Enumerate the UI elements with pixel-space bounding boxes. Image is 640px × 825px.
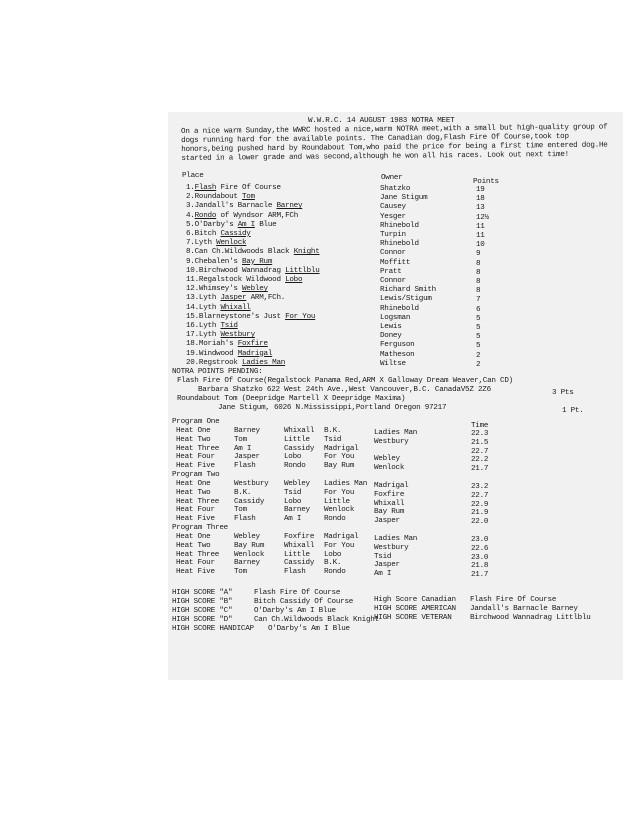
high-score-dog: Flash Fire Of Course [254, 589, 341, 597]
heat-dog: Jasper [374, 517, 400, 526]
heat-time: 21.8 [471, 562, 489, 571]
owner-cell: Matheson [380, 350, 415, 359]
points-cell: 5 [476, 324, 481, 332]
standings-row [186, 359, 285, 368]
dog-call-name: Lobo [285, 276, 303, 284]
heat-label: Heat Three [176, 550, 220, 559]
heat-time: 22.0 [471, 518, 489, 527]
heat-dog: Westbury [374, 543, 409, 552]
high-score-label: HIGH SCORE VETERAN [374, 614, 452, 622]
dog-name-prefix: 11.Regalstock Wildwood [186, 276, 286, 284]
points-cell: 9 [476, 250, 481, 259]
heat-dog: For You [324, 488, 355, 497]
dog-name-prefix: 15.Blarneystone's Just [186, 312, 286, 321]
points-cell: 8 [476, 268, 481, 277]
points-cell: 8 [476, 278, 481, 286]
points-cell: 12½ [476, 213, 489, 222]
heat-dog: Whixall [374, 499, 405, 508]
owner-cell: Lewis [380, 323, 402, 331]
heat-dog: Jasper [374, 561, 400, 570]
dog-call-name: Webley [242, 285, 268, 294]
points-cell: 5 [476, 333, 481, 342]
standings-row [186, 294, 285, 303]
heat-dog: Little [284, 435, 310, 444]
standings-row [186, 313, 315, 322]
heat-time: 22.7 [471, 447, 489, 456]
high-score-dog: Birchwood Wannadrag Littlblu [470, 614, 591, 622]
dog-name-suffix: Fire Of Course [216, 184, 281, 192]
points-cell: 18 [476, 195, 485, 204]
owner-cell: Jane Stigum [380, 194, 428, 203]
heat-dog: Westbury [374, 437, 409, 446]
heat-dog: Flash [234, 515, 256, 524]
high-score-label: HIGH SCORE "D" [172, 616, 233, 624]
heat-dog: Foxfire [374, 490, 405, 499]
standings-row [186, 193, 255, 202]
heat-dog: Jasper [234, 453, 260, 462]
heat-dog: Rondo [284, 462, 306, 471]
pending-title: NOTRA POINTS PENDING: [172, 368, 263, 376]
pending-address: Barbara Shatzko 622 West 24th Ave.,West Vancouver,B.C. CanadaV5Z 2Z6 [198, 386, 491, 394]
heat-dog: Lobo [324, 550, 342, 559]
owner-cell: Logsman [380, 313, 411, 322]
heat-time: 21.7 [471, 465, 489, 474]
dog-name-prefix: 19.Windwood [186, 349, 238, 358]
high-score-dog: O'Darby's Am I Blue [268, 625, 350, 633]
pending-line: Flash Fire Of Course(Regalstock Panama Red,ARM X Galloway Dream Weaver,Can CD) [177, 377, 513, 385]
dog-call-name: Littlblu [285, 266, 320, 275]
heat-time: 22.3 [471, 430, 489, 438]
heat-dog: For You [324, 453, 355, 462]
dog-call-name: Knight [293, 248, 320, 257]
high-score-label: High Score Canadian [374, 596, 456, 604]
heat-dog: Lobo [284, 497, 302, 506]
heat-time: 22.2 [471, 456, 489, 465]
owner-cell: Rhinebold [380, 240, 419, 249]
points-cell: 8 [476, 259, 481, 268]
standings-row [186, 239, 246, 248]
points-cell: 2 [476, 360, 481, 369]
dog-name-prefix: 9.Chebalen's [186, 257, 242, 266]
heat-dog: Am I [234, 444, 252, 453]
heat-dog: Tsid [324, 435, 342, 444]
heat-dog: Barney [284, 506, 310, 515]
dog-name-prefix: 17.Lyth [186, 331, 221, 340]
standings-row [186, 202, 302, 211]
heat-label: Heat Two [176, 435, 211, 444]
heat-dog: Webley [234, 533, 260, 541]
heat-dog: Barney [234, 559, 260, 568]
heat-dog: Lobo [284, 453, 302, 462]
points-cell: 13 [476, 204, 485, 213]
dog-call-name: Jasper [220, 294, 247, 303]
standings-row [186, 304, 251, 313]
points-cell: 11 [476, 222, 485, 231]
page-title: W.W.R.C. 14 AUGUST 1983 NOTRA MEET [308, 117, 455, 125]
dog-name-suffix: ARM,FCh. [246, 294, 286, 303]
owner-header: Owner [381, 174, 403, 182]
heat-dog: Bay Rum [324, 462, 355, 471]
points-cell: 5 [476, 342, 481, 351]
heat-label: Heat Two [176, 541, 211, 550]
owner-cell: Moffitt [380, 258, 411, 267]
dog-call-name: Wenlock [216, 239, 247, 248]
owner-cell: Rhinebold [380, 221, 419, 230]
heat-dog: Madrigal [324, 444, 359, 453]
heat-dog: Wenlock [234, 550, 265, 559]
standings-row [186, 184, 281, 193]
heat-dog: Tom [234, 568, 247, 577]
heat-dog: Rondo [324, 515, 346, 524]
heat-label: Heat Four [176, 506, 215, 515]
heat-dog: Madrigal [324, 533, 359, 541]
owner-cell: Lewis/Stigum [380, 295, 432, 304]
heat-dog: Am I [284, 515, 302, 524]
points-cell: 7 [476, 296, 481, 305]
heat-dog: Webley [374, 455, 400, 464]
pending-line: Roundabout Tom (Deepridge Martell X Deepridge Maxima) [177, 395, 406, 403]
dog-call-name: Ladies Man [242, 358, 286, 367]
heat-dog: Rondo [324, 568, 346, 577]
owner-cell: Shatzko [380, 185, 411, 193]
heat-dog: Tom [234, 506, 247, 515]
standings-row [186, 331, 255, 340]
owner-cell: Wiltse [380, 359, 406, 368]
heat-dog: For You [324, 541, 355, 550]
standings-row [186, 221, 276, 230]
heat-dog: Flash [284, 568, 306, 577]
time-header: Time [471, 422, 489, 430]
heat-dog: Westbury [234, 480, 269, 488]
heat-dog: Tom [234, 435, 247, 444]
dog-name-prefix: 2.Roundabout [186, 193, 242, 202]
high-score-dog: Jandall's Barnacle Barney [470, 605, 578, 613]
points-cell: 5 [476, 314, 481, 323]
standings-row [186, 322, 238, 331]
heat-label: Heat One [176, 533, 211, 541]
standings-row [186, 258, 272, 267]
dog-call-name: Barney [276, 202, 303, 211]
dog-call-name: Westbury [220, 331, 255, 340]
heat-dog: Cassidy [284, 444, 315, 453]
dog-name-suffix: of Wyndsor ARM,FCh [216, 211, 299, 220]
owner-cell: Yesger [380, 212, 406, 221]
points-header: Points [473, 178, 499, 186]
heat-dog: B.K. [234, 488, 252, 497]
owner-cell: Causey [380, 203, 406, 212]
dog-name-prefix: 5.O'Darby's [186, 220, 238, 229]
heat-dog: Tsid [374, 552, 392, 561]
heat-dog: Barney [234, 427, 260, 435]
dog-name-prefix: 1. [186, 184, 195, 192]
program-title: Program Three [172, 524, 228, 532]
heat-dog: Whixall [284, 427, 315, 435]
place-header: Place [182, 172, 204, 180]
dog-call-name: Flash [194, 184, 217, 192]
high-score-label: HIGH SCORE "B" [172, 598, 233, 606]
high-score-label: HIGH SCORE HANDICAP [172, 625, 254, 633]
points-cell: 10 [476, 241, 485, 250]
heat-label: Heat Three [176, 497, 220, 506]
dog-name-prefix: 12.Whimsey's [186, 285, 242, 294]
document-page [168, 112, 623, 680]
dog-call-name: Am I [237, 220, 255, 229]
owner-cell: Connor [380, 249, 406, 258]
heat-dog: Am I [374, 570, 392, 579]
heat-dog: Wenlock [374, 464, 405, 473]
heat-label: Heat Five [176, 568, 215, 577]
dog-call-name: Rondo [194, 211, 217, 220]
owner-cell: Doney [380, 332, 402, 341]
dog-call-name: Bay Rum [242, 257, 273, 266]
heat-label: Heat Four [176, 453, 215, 462]
heat-time: 21.7 [471, 571, 489, 580]
heat-time: 21.5 [471, 438, 489, 447]
heat-dog: Ladies Man [324, 480, 368, 488]
heat-dog: Cassidy [284, 559, 315, 568]
heat-time: 23.2 [471, 483, 489, 491]
heat-dog: Little [284, 550, 310, 559]
heat-dog: Whixall [284, 541, 315, 550]
standings-row [186, 230, 251, 239]
owner-cell: Turpin [380, 231, 406, 239]
heat-label: Heat Four [176, 559, 215, 568]
points-cell: 19 [476, 186, 485, 194]
high-score-dog: Flash Fire Of Course [470, 596, 557, 604]
dog-name-prefix: 7.Lyth [186, 239, 217, 248]
dog-name-prefix: 10.Birchwood Wannadrag [186, 266, 286, 275]
dog-name-prefix: 14.Lyth [186, 303, 221, 312]
dog-name-suffix: Blue [254, 220, 277, 229]
heat-dog: Tsid [284, 488, 302, 497]
pending-address: Jane Stigum, 6026 N.Mississippi,Portland Oregon 97217 [218, 404, 447, 412]
heat-dog: Cassidy [234, 497, 265, 506]
dog-call-name: For You [285, 312, 316, 321]
dog-call-name: Whixall [220, 303, 251, 312]
owner-cell: Rhinebold [380, 304, 419, 313]
heat-label: Heat Two [176, 488, 211, 497]
standings-row [186, 340, 268, 349]
heat-dog: Ladies Man [374, 429, 418, 437]
heat-dog: Little [324, 497, 350, 506]
heat-time: 22.9 [471, 500, 489, 509]
heat-dog: Foxfire [284, 533, 315, 541]
high-score-label: HIGH SCORE "A" [172, 589, 233, 597]
dog-name-prefix: 3.Jandall's Barnacle [186, 202, 277, 211]
high-score-label: HIGH SCORE AMERICAN [374, 605, 456, 613]
heat-time: 21.9 [471, 509, 489, 518]
intro-paragraph: On a nice warm Sunday,the WWRC hosted a nice,warm NOTRA meet,with a small but high-quality group of dogs running hard for the available points. The Canadian dog,Flash Fire Of Course,took top honors,being pushed hard by Roundabout Tom,who paid the price for being a first time entered dog.He started in a lower grade and was second,although he won all his races. Look out next time! [181, 123, 608, 163]
heat-dog: Bay Rum [374, 508, 405, 517]
heat-time: 22.7 [471, 491, 489, 500]
heat-label: Heat Five [176, 515, 215, 524]
program-title: Program One [172, 418, 220, 426]
dog-call-name: Cassidy [220, 230, 251, 238]
dog-name-prefix: 18.Moriah's [186, 340, 238, 349]
standings-row [186, 285, 268, 294]
heat-dog: B.K. [324, 559, 342, 568]
heat-label: Heat One [176, 427, 211, 435]
dog-name-prefix: 8.Can Ch.Wildwoods Black [186, 248, 294, 257]
heat-dog: Flash [234, 462, 256, 471]
dog-name-prefix: 6.Bitch [186, 230, 221, 238]
dog-name-prefix: 16.Lyth [186, 322, 221, 330]
heat-dog: Webley [284, 480, 310, 488]
high-score-dog: Can Ch.Wildwoods Black Knight [254, 616, 379, 624]
heat-time: 23.0 [471, 553, 489, 562]
heat-label: Heat Five [176, 462, 215, 471]
owner-cell: Pratt [380, 267, 402, 276]
owner-cell: Connor [380, 277, 406, 285]
high-score-dog: O'Darby's Am I Blue [254, 607, 336, 615]
standings-row [186, 267, 320, 276]
dog-call-name: Tsid [220, 322, 238, 330]
heat-dog: B.K. [324, 427, 342, 435]
program-title: Program Two [172, 471, 220, 479]
standings-row [186, 350, 272, 359]
dog-call-name: Madrigal [237, 349, 273, 358]
heat-dog: Ladies Man [374, 535, 418, 543]
high-score-label: HIGH SCORE "C" [172, 607, 233, 615]
owner-cell: Richard Smith [380, 286, 436, 295]
high-score-dog: Bitch Cassidy Of Course [254, 598, 354, 606]
points-cell: 11 [476, 232, 485, 240]
dog-name-prefix: 13.Lyth [186, 294, 221, 303]
heat-dog: Madrigal [374, 482, 409, 490]
heat-time: 23.0 [471, 536, 489, 544]
points-cell: 6 [476, 305, 481, 314]
points-cell: 2 [476, 351, 481, 360]
heat-time: 22.6 [471, 544, 489, 553]
points-cell: 8 [476, 287, 481, 296]
dog-call-name: Tom [242, 193, 255, 202]
pending-points: 3 Pts [552, 389, 574, 397]
heat-label: Heat Three [176, 444, 220, 453]
standings-row [186, 276, 302, 285]
dog-name-prefix: 4. [186, 211, 195, 220]
heat-dog: Wenlock [324, 506, 355, 515]
standings-row [186, 248, 320, 257]
heat-dog: Bay Rum [234, 541, 265, 550]
owner-cell: Ferguson [380, 341, 415, 350]
dog-name-prefix: 20.Regstrook [186, 358, 242, 367]
heat-label: Heat One [176, 480, 211, 488]
dog-call-name: Foxfire [237, 340, 268, 349]
pending-points: 1 Pt. [562, 407, 584, 415]
standings-row [186, 212, 298, 221]
